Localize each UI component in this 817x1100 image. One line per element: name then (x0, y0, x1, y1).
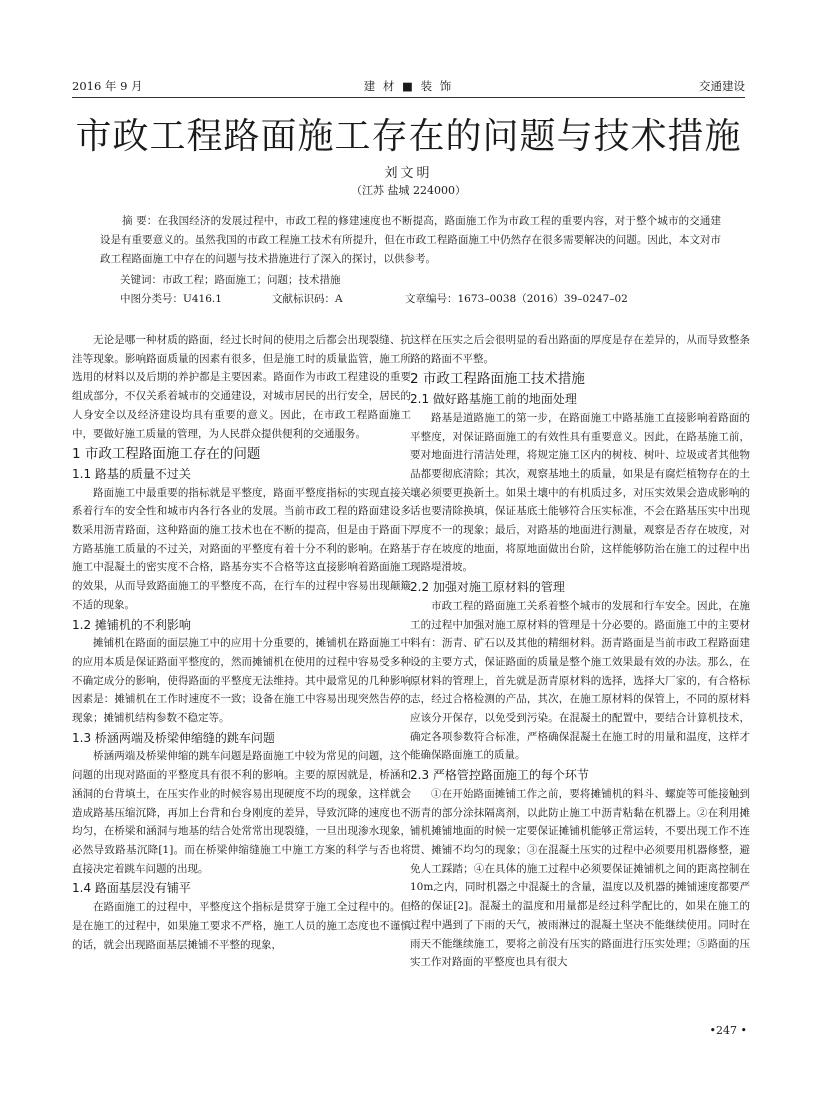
section-name: 交通建设 (699, 79, 745, 93)
section-1-3-text: 桥涵两端及桥梁伸缩的跳车问题是路面施工中较为常见的问题，这个问题的出现对路面的平整度具有很不利的影响。主要的原因就是，桥涵和涵洞的台背填土，在压实作业的时候容易出现硬度不均的现象，这样就会造成路基压缩沉降，再加上台背和台身刚度的差异，导致沉降的速度也不均匀，在桥梁和涵洞与地基的结合处常常出现裂缝，一旦出现渗水现象，必然导致路基沉降[1]。而在桥梁伸缩缝施工中施工方案的科学与否也将直接决定着跳车问题的出现。 (72, 750, 411, 875)
intro-paragraph: 无论是哪一种材质的路面，经过长时间的使用之后都会出现裂缝、抗洼等现象。影响路面质量的因素有很多，但是施工时的质量监管，施工所选用的材料以及后期的养护都是主要因素。路面作为市政工程建设的重要组成部分，不仅关系着城市的交通建设，对城市居民的出行安全，居民的人身安全以及经济建设均具有重要的意义。因此，在市政工程路面施工中，要做好施工质量的管理，为人民群众提供便利的交通服务。 (72, 334, 411, 440)
continued-paragraph: 这样在压实之后会很明显的看出路面的厚度是存在差异的，从而导致整条路的路面不平整。 (410, 334, 750, 365)
document-code: 文献标识码：A (272, 293, 343, 305)
section-2-heading: 2 市政工程路面施工技术措施 (410, 371, 585, 388)
section-2-2-heading: 2.2 加强对施工原材料的管理 (410, 580, 565, 595)
page-number: •247 • (709, 1024, 747, 1037)
abstract-text: 摘 要：在我国经济的发展过程中，市政工程的修建速度也不断提高，路面施工作为市政工程的重要内容，对于整个城市的交通建设是有重要意义的。虽然我国的市政工程施工技术有所提升，但在市政工程路面施工中仍然存在很多需要解决的问题。因此，本文对市政工程路面施工中存在的问题与技术措施进行了深入的探讨，以供参考。 (100, 215, 721, 265)
section-1-1-heading: 1.1 路基的质量不过关 (72, 466, 191, 481)
section-1-heading: 1 市政工程路面施工存在的问题 (72, 446, 261, 463)
section-1-3-heading: 1.3 桥涵两端及桥梁伸缩缝的跳车问题 (72, 730, 275, 745)
section-1-2-heading: 1.2 摊铺机的不利影响 (72, 617, 191, 632)
section-1-4-text: 在路面施工的过程中，平整度这个指标是贯穿于施工全过程中的。但是在施工的过程中，如果施工要求不严格，施工人员的施工态度也不谨慎的话，就会出现路面基层摊铺不平整的现象， (72, 901, 411, 951)
clc-number: 中图分类号：U416.1 (120, 293, 222, 305)
journal-name: 建 材 ■ 装 饰 (363, 79, 454, 93)
section-2-3-heading: 2.3 严格管控路面施工的每个环节 (410, 768, 589, 783)
right-column (410, 331, 750, 972)
section-1-1-text: 路面施工中最重要的指标就是平整度，路面平整度指标的实现直接关系着行车的安全性和城市内各行各业的发展。当前市政工程的路面建设多数采用沥青路面，这种路面的施工技术也在不断的提高，但是由于路面下方路基施工质量的不过关，对路面的平整度有着十分不利的影响。在路基施工中混凝土的密实度不合格，路基夯实不合格等这直接影响着路面施工的效果，从而导致路面施工的平整度不高，在行车的过程中容易出现颠簸不适的现象。 (72, 486, 411, 611)
section-1-2-text: 摊铺机在路面的面层施工中的应用十分重要的，摊铺机在路面施工中的应用本质是保证路面平整度的，然而摊铺机在使用的过程中容易受多种不确定成分的影响，使得路面的平整度无法维持。其中最常见的几种影响因素是：摊铺机在工作时速度不一致；设备在施工中容易出现突然告停的现象；摊铺机结构参数不稳定等。 (72, 637, 411, 725)
article-number: 文章编号：1673–0038（2016）39–0247–02 (405, 293, 628, 305)
section-2-2-text: 市政工程的路面施工关系着整个城市的发展和行车安全。因此，在施工的过程中加强对施工原材料的管理是十分必要的。路面施工中的主要材料有：沥青、矿石以及其他的精细材料。沥青路面是当前市政工程路面建设的主要方式，保证路面的质量是整个施工效果最有效的办法。那么，在原材料的管理上，首先就是沥青原材料的选择，选择大厂家的，有合格标志，经过合格检测的产品，其次，在施工原材料的保管上，不同的原材料应该分开保存，以免受到污染。在混凝土的配置中，要结合计算机技术，确定各项参数符合标准，严格确保混凝土在施工时的用量和温度，这样才能确保路面施工的质量。 (410, 599, 750, 762)
left-column (72, 331, 411, 954)
section-1-4-heading: 1.4 路面基层没有铺平 (72, 881, 191, 896)
keywords: 关键词：市政工程；路面施工；问题；技术措施 (120, 274, 341, 286)
section-2-3-text: ①在开始路面摊铺工作之前，要将摊铺机的料斗、螺旋等可能接触到沥青的部分涂抹隔离剂，以此防止施工中沥青粘黏在机器上。②在利用摊铺机摊铺地面的时候一定要保证摊铺机能够正常运转，不要出现工作不连贯、摊铺不均匀的现象；③在混凝土压实的过程中必须要用机器修整，避免人工踩踏；④在具体的施工过程中必须要保证摊铺机之间的距离控制在10m之内，同时机器之中混凝土的含量，温度以及机器的摊铺速度都要严格的保证[2]。混凝土的温度和用量都是经过科学配比的，如果在施工的过程中遇到了下雨的天气，被雨淋过的混凝土坚决不能继续使用。同时在雨天不能继续施工，要将之前没有压实的路面进行压实处理；⑤路面的压实工作对路面的平整度也具有很大 (410, 787, 750, 969)
header-rule (72, 97, 745, 98)
section-2-1-text: 路基是道路施工的第一步，在路面施工中路基施工直接影响着路面的平整度，对保证路面施工的有效性具有重要意义。因此，在路基施工前，要对地面进行清洁处理，将规定施工区内的树枝、树叶、垃圾或者其他物品都要彻底清除；其次，观察基地土的质量，如果是有腐烂植物存在的土壤必须要更换新土。如果土壤中的有机质过多，对压实效果会造成影响的话也要清除换填，保证基底土能够符合压实标准，不会在路基压实中出现厚度不一的现象；最后，对路基的地面进行测量，观察是否存在坡度，对于存在坡度的地面，将原地面做出台阶，这样能够防治在施工的过程中出现路堤滑坡。 (410, 411, 750, 574)
author-name: 刘文明 (384, 166, 433, 181)
issue-date: 2016 年 9 月 (72, 79, 143, 93)
author-affiliation: （江苏 盐城 224000） (351, 184, 466, 197)
section-2-1-heading: 2.1 做好路基施工前的地面处理 (410, 392, 577, 407)
abstract-block (100, 212, 721, 269)
running-header (72, 78, 745, 98)
paper-title: 市政工程路面施工存在的问题与技术措施 (75, 116, 742, 157)
